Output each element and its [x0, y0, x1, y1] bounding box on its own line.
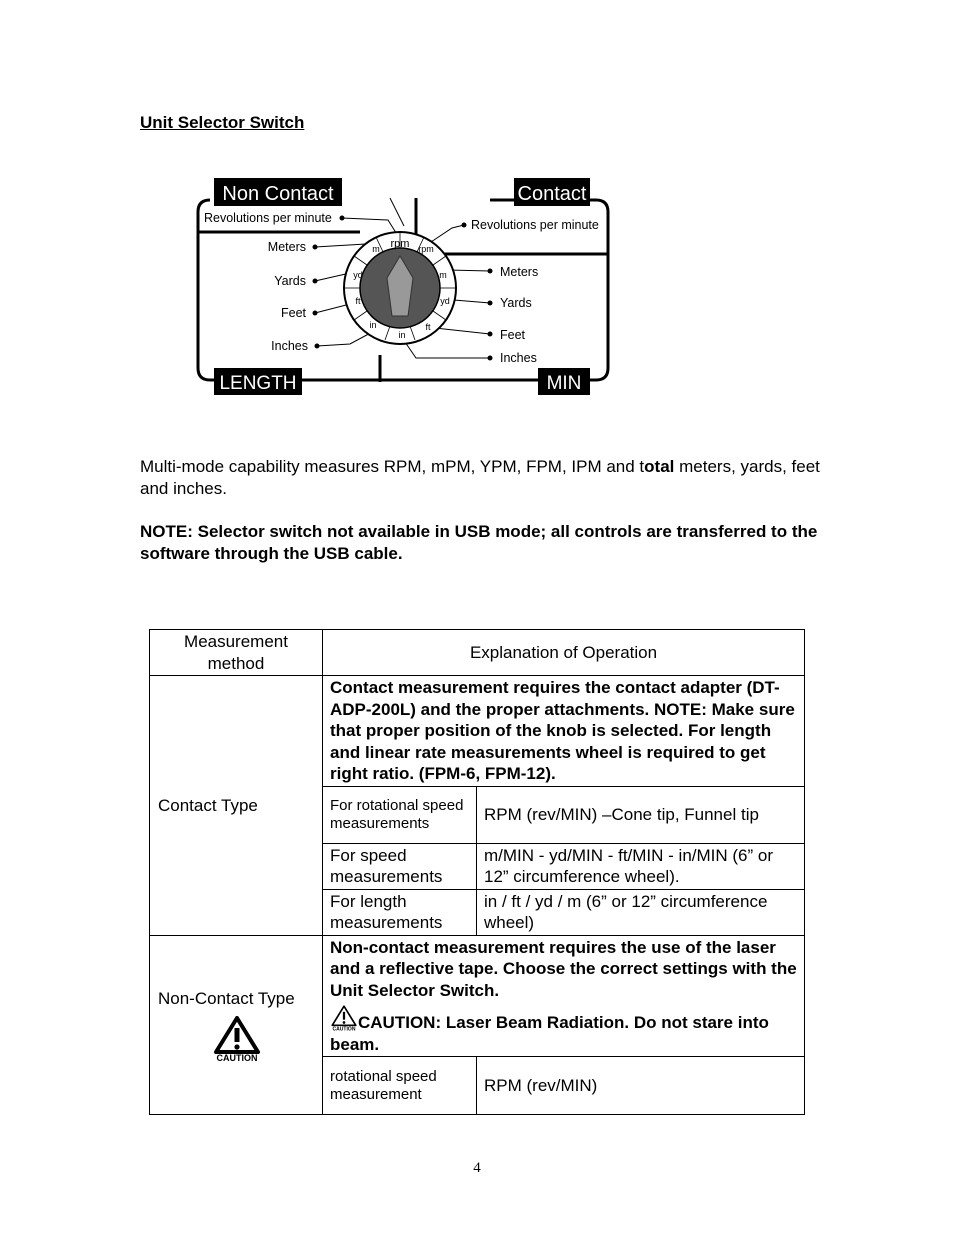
dial-pos-yd-left: yd [353, 270, 363, 280]
right-label-meters: Meters [500, 265, 539, 279]
contact-type-cell: Contact Type [150, 676, 323, 936]
noncontact-type-cell [150, 935, 323, 1115]
min-label: MIN [546, 373, 582, 394]
caution-small-icon [330, 1005, 358, 1031]
dial-pos-rpm-left: rpm [390, 238, 410, 250]
length-label: LENGTH [219, 373, 297, 394]
noncontact-desc-text: Non-contact measurement requires the use of the laser and a reflective tape. Choose the correct settings with the Unit Selector Switch. [330, 937, 797, 1000]
unit-selector-dial-diagram [190, 170, 620, 405]
right-label-yards: Yards [500, 296, 532, 310]
capability-text-a: Multi-mode capability measures RPM, mPM, YPM, FPM, IPM and t [140, 457, 645, 476]
contact-row-value: in / ft / yd / m (6” or 12” circumference wheel) [477, 889, 805, 935]
left-label-meters: Meters [267, 240, 306, 254]
table-row [150, 676, 805, 787]
dial-pos-m-left: m [372, 244, 380, 254]
caution-small-icon-label: CAUTION [332, 1026, 356, 1031]
header-explanation: Explanation of Operation [323, 630, 805, 676]
noncontact-description [323, 935, 805, 1057]
operation-table [149, 629, 805, 1115]
dial-pos-in-left: in [369, 320, 377, 330]
contact-row-label: For speed measurements [323, 843, 477, 889]
left-label-yards: Yards [274, 274, 306, 288]
noncontact-row-value: RPM (rev/MIN) [477, 1057, 805, 1115]
caution-text: CAUTION: Laser Beam Radiation. Do not stare into beam. [330, 1013, 769, 1054]
capability-text-c: meters, yards, feet and inches. [140, 457, 820, 498]
right-label-feet: Feet [500, 328, 526, 342]
usb-note: NOTE: Selector switch not available in USB mode; all controls are transferred to the software through the USB cable. [140, 522, 818, 563]
capability-text-b: otal [644, 457, 675, 476]
dial-pos-ft-left: ft [355, 296, 361, 306]
contact-row-value: RPM (rev/MIN) –Cone tip, Funnel tip [477, 786, 805, 843]
contact-label: Contact [517, 183, 587, 205]
capability-paragraph [140, 456, 830, 500]
contact-row-label: For length measurements [323, 889, 477, 935]
dial-pos-in-bottom: in [398, 330, 406, 340]
noncontact-type-label: Non-Contact Type [158, 989, 295, 1008]
right-label-inches: Inches [500, 351, 537, 365]
left-label-rpm: Revolutions per minute [204, 211, 332, 225]
dial-pos-ft-right: ft [425, 322, 431, 332]
table-header-row [150, 630, 805, 676]
section-heading: Unit Selector Switch [140, 113, 305, 132]
table-row [150, 935, 805, 1057]
contact-row-label: For rotational speed measurements [323, 786, 477, 843]
right-label-rpm: Revolutions per minute [471, 218, 599, 232]
caution-icon [212, 1016, 262, 1062]
dial-pos-rpm-right: rpm [418, 244, 434, 254]
contact-row-value: m/MIN - yd/MIN - ft/MIN - in/MIN (6” or 12” circumference wheel). [477, 843, 805, 889]
non-contact-label: Non Contact [222, 183, 334, 205]
caution-icon-label: CAUTION [216, 1052, 257, 1062]
page-number: 4 [473, 1160, 481, 1176]
contact-description: Contact measurement requires the contact adapter (DT-ADP-200L) and the proper attachments. NOTE: Make sure that proper position of the knob is selected. For length and linear rate measurements wheel is required to get right ratio. (FPM-6, FPM-12). [323, 676, 805, 787]
left-label-inches: Inches [271, 339, 308, 353]
left-label-feet: Feet [280, 306, 306, 320]
caution-line [330, 1005, 797, 1055]
dial-pos-m-right: m [439, 270, 447, 280]
header-method: Measurement method [150, 630, 323, 676]
noncontact-row-label: rotational speed measurement [323, 1057, 477, 1115]
dial-pos-yd-right: yd [440, 296, 450, 306]
